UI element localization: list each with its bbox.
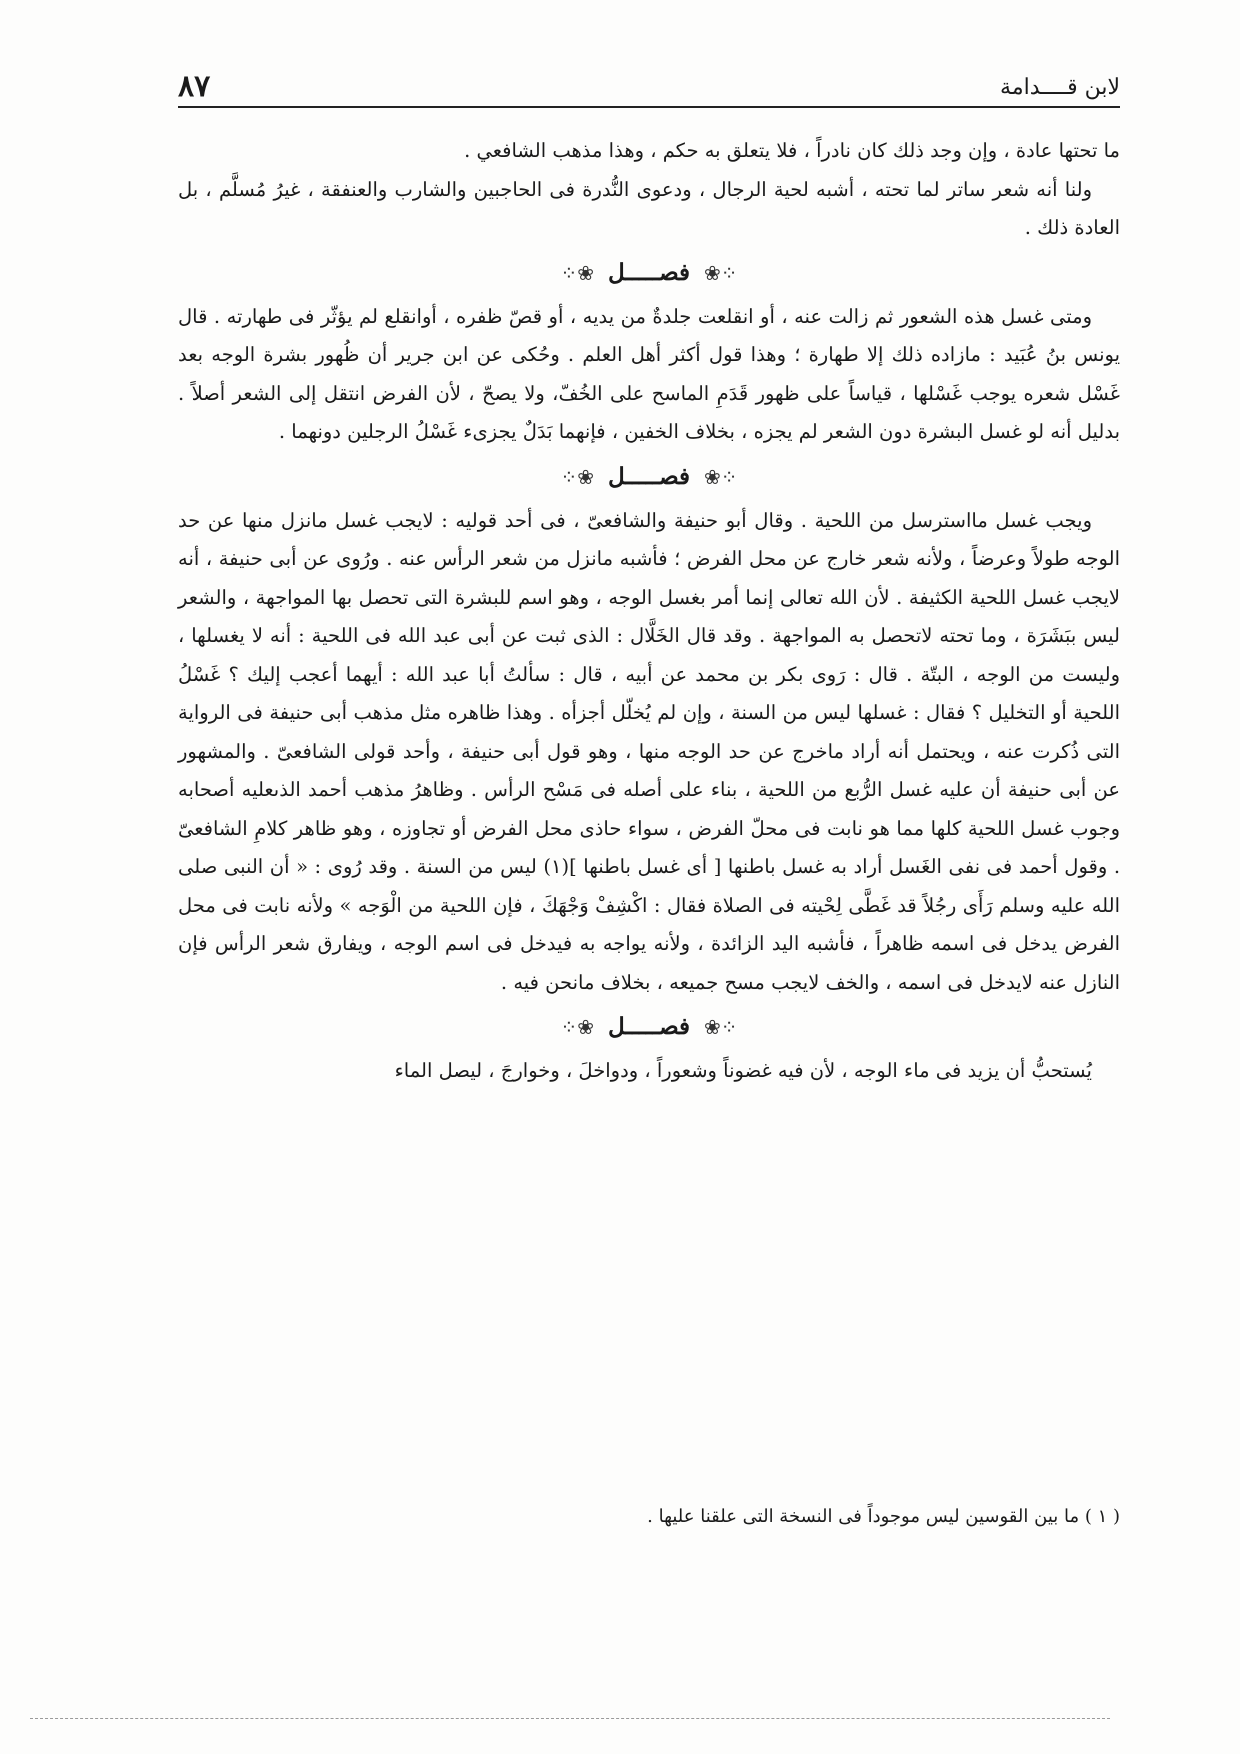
- ornament-icon: ⁘❀: [704, 260, 738, 285]
- section-heading-1: [178, 248, 1120, 298]
- ornament-icon: ❀⁘: [560, 260, 594, 285]
- page-number: ٨٧: [178, 69, 211, 104]
- section-heading-3: [178, 1002, 1120, 1052]
- paragraph-1: ما تحتها عادة ، وإن وجد ذلك كان نادراً ، فلا يتعلق به حكم ، وهذا مذهب الشافعي .: [464, 139, 1120, 162]
- paragraph-2: ولنا أنه شعر ساتر لما تحته ، أشبه لحية الرجال ، ودعوى النُّدرة فى الحاجبين والشارب والعنفقة ، غيرُ مُسلَّم ، بل العادة ذلك .: [178, 177, 1120, 239]
- paragraph-5: يُستحبُّ أن يزيد فى ماء الوجه ، لأن فيه غضوناً وشعوراً ، ودواخلَ ، وخوارجَ ، ليصل الماء: [394, 1059, 1092, 1082]
- section-heading-2: [178, 452, 1120, 502]
- bottom-rule: [30, 1718, 1110, 1719]
- fasl-label: فصـــــل: [607, 1013, 691, 1040]
- page-header: [178, 60, 1120, 108]
- paragraph-3: ومتى غسل هذه الشعور ثم زالت عنه ، أو انقلعت جلدةٌ من يديه ، أو قصّ ظفره ، أوانقلع لم يؤثّر فى طهارته . قال يونس بنُ عُبَيد : مازاده ذلك إلا طهارة ؛ وهذا قول أكثر أهل العلم . وحُكى عن ابن جرير أن ظُهور بشرة الوجه بعد غَسْل شعره يوجب غَسْلها ، قياساً على ظهور قَدَمِ الماسح على الخُفّ، ولا يصحّ ، لأن الفرض انتقل إلى الشعر أصلاً . بدليل أنه لو غسل البشرة دون الشعر لم يجزه ، بخلاف الخفين ، فإنهما بَدَلٌ يجزىء غَسْلُ الرجلين دونهما .: [178, 304, 1120, 443]
- main-text: [178, 132, 1120, 1091]
- ornament-icon: ⁘❀: [704, 1015, 738, 1039]
- fasl-label: فصـــــل: [607, 258, 691, 286]
- ornament-icon: ⁘❀: [704, 464, 738, 489]
- ornament-icon: ❀⁘: [560, 464, 594, 489]
- paragraph-4: ويجب غسل مااسترسل من اللحية . وقال أبو حنيفة والشافعىّ ، فى أحد قوليه : لايجب غسل مانزل منها عن حد الوجه طولاً وعرضاً ، ولأنه شعر خارج عن محل الفرض ؛ فأشبه مانزل من شعر الرأس عنه . ورُوى عن أبى حنيفة ، أنه لايجب غسل اللحية الكثيفة . لأن الله تعالى إنما أمر بغسل الوجه ، وهو اسم للبشرة التى تحصل بها المواجهة ، والشعر ليس ببَشَرَة ، وما تحته لاتحصل به المواجهة . وقد قال الخَلَّال : الذى ثبت عن أبى عبد الله فى اللحية : أنه لا يغسلها ، وليست من الوجه ، البتّة . قال : رَوى بكر بن محمد عن أبيه ، قال : سألتُ أبا عبد الله : أيهما أعجب إليك ؟ غَسْلُ اللحية أو التخليل ؟ فقال : غسلها ليس من السنة ، وإن لم يُخلّل أجزأه . وهذا ظاهره مثل مذهب أبى حنيفة فى الرواية التى ذُكرت عنه ، ويحتمل أنه أراد ماخرج عن حد الوجه منها ، وهو قول أبى حنيفة ، وأحد قولى الشافعىّ . والمشهور عن أبى حنيفة أن عليه غسل الرُّبع من اللحية ، بناء على أصله فى مَسْح الرأس . وظاهرُ مذهب أحمد الذىعليه أصحابه وجوب غسل اللحية كلها مما هو نابت فى محلّ الفرض ، سواء حاذى محل الفرض أو تجاوزه ، وهو ظاهر كلامِ الشافعىّ . وقول أحمد فى نفى الغَسل أراد به غسل باطنها [ أى غسل باطنها ](١) ليس من السنة . وقد رُوى : « أن النبى صلى الله عليه وسلم رَأَى رجُلاً قد غَطَّى لِحْيته فى الصلاة فقال : اكْشِفْ وَجْهَكَ ، فإن اللحية من الْوَجه » ولأنه نابت فى محل الفرض يدخل فى اسمه ظاهراً ، فأشبه اليد الزائدة ، ولأنه يواجه به فيدخل فى اسم الوجه ، ويفارق شعر الرأس فإن النازل عنه لايدخل فى اسمه ، والخف لايجب مسح جميعه ، بخلاف مانحن فيه .: [178, 508, 1121, 994]
- ornament-icon: ❀⁘: [560, 1015, 594, 1039]
- fasl-label: فصـــــل: [607, 462, 691, 490]
- footnote: ( ١ ) ما بين القوسين ليس موجوداً فى النسخة التى علقنا عليها .: [647, 1506, 1120, 1527]
- running-title: لابن قــــدامة: [1000, 75, 1120, 100]
